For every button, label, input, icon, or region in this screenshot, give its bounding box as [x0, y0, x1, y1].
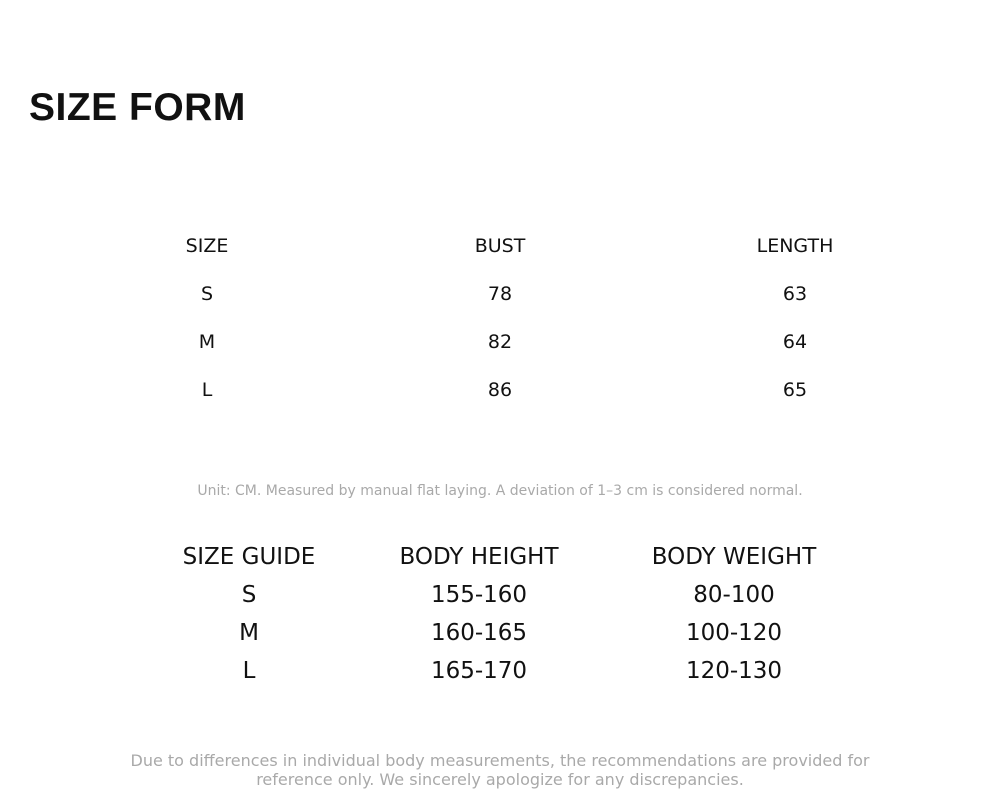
header-size-guide: SIZE GUIDE: [182, 544, 316, 570]
bust-cell: 86: [487, 379, 513, 401]
disclaimer-line-1: Due to differences in individual body measurements, the recommendations are provided for: [130, 751, 870, 770]
page-title: SIZE FORM: [29, 86, 246, 129]
header-size: SIZE: [185, 235, 229, 257]
unit-note: Unit: CM. Measured by manual flat laying. A deviation of 1–3 cm is considered normal.: [197, 483, 803, 499]
body-height-cell: 160-165: [430, 620, 528, 646]
size-cell: L: [201, 379, 213, 401]
length-cell: 63: [782, 283, 808, 305]
body-weight-cell: 80-100: [693, 582, 775, 608]
header-body-height: BODY HEIGHT: [399, 544, 559, 570]
size-cell: S: [200, 283, 214, 305]
disclaimer-line-2: reference only. We sincerely apologize for any discrepancies.: [256, 770, 744, 789]
bust-cell: 78: [487, 283, 513, 305]
header-bust: BUST: [474, 235, 526, 257]
body-height-cell: 165-170: [430, 658, 528, 684]
bust-cell: 82: [487, 331, 513, 353]
length-cell: 65: [782, 379, 808, 401]
guide-size-cell: M: [239, 620, 259, 646]
body-weight-cell: 120-130: [685, 658, 783, 684]
guide-size-cell: S: [241, 582, 257, 608]
disclaimer-note: [0, 751, 1000, 789]
length-cell: 64: [782, 331, 808, 353]
header-length: LENGTH: [756, 235, 834, 257]
size-cell: M: [198, 331, 216, 353]
body-height-cell: 155-160: [430, 582, 528, 608]
header-body-weight: BODY WEIGHT: [651, 544, 817, 570]
body-weight-cell: 100-120: [685, 620, 783, 646]
guide-size-cell: L: [242, 658, 256, 684]
